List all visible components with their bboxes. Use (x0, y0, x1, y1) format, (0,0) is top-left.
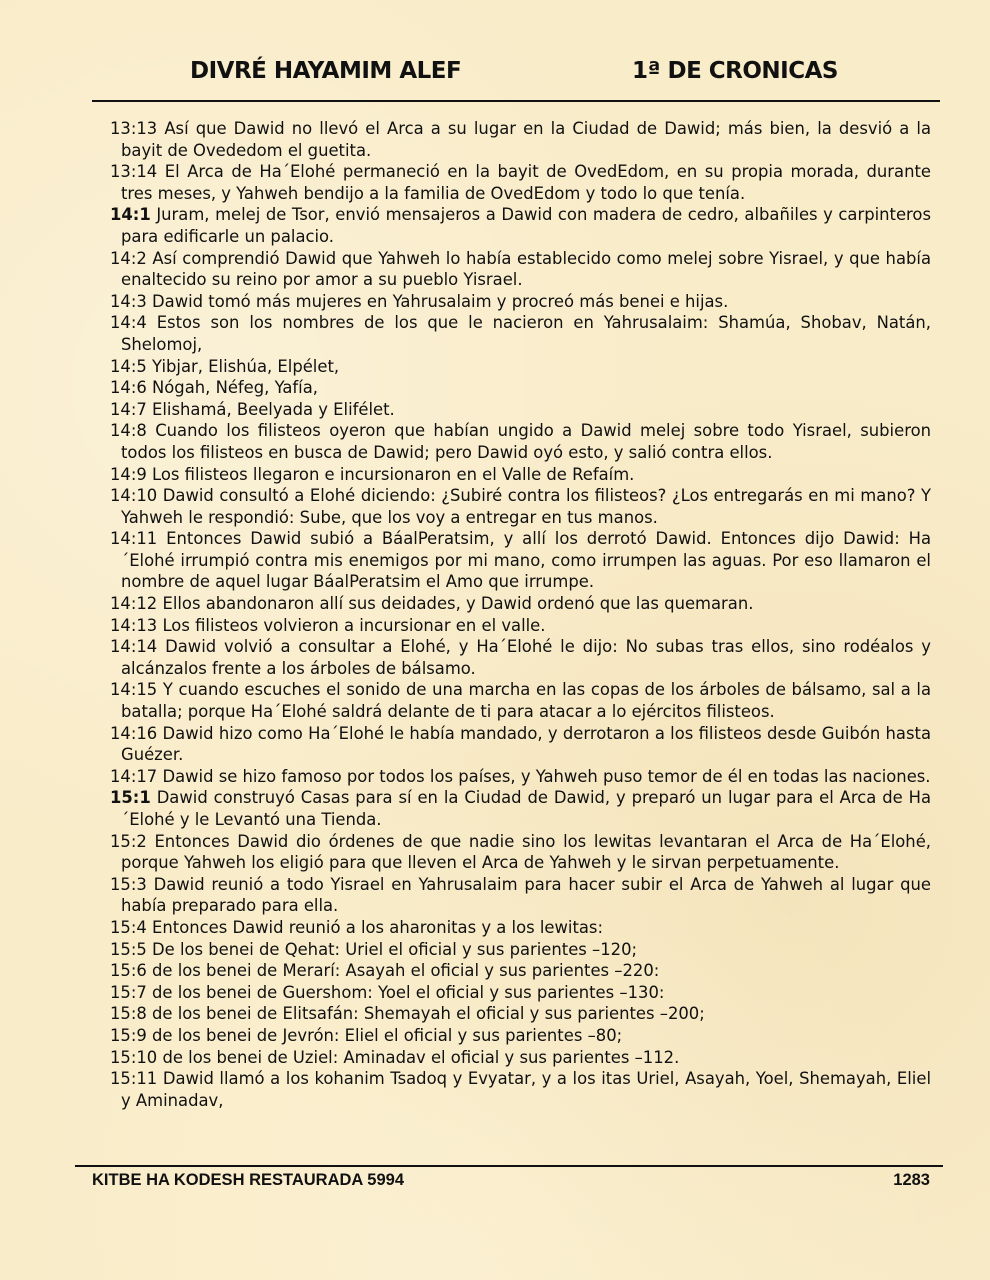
verse-text: Dawid volvió a consultar a Elohé, y Ha´Elohé le dijo: No subas tras ellos, sino rodéalos y alcánzalos frente a los árboles de bálsamo. (121, 637, 931, 678)
verse-text: Así comprendió Dawid que Yahweh lo había establecido como melej sobre Yisrael, y que había enaltecido su reino por amor a su pueblo Yisrael. (121, 248, 931, 290)
verse (110, 1025, 931, 1047)
verse (110, 874, 931, 917)
verse-text: Nógah, Néfeg, Yafía, (146, 378, 318, 398)
verse (110, 291, 931, 313)
verse-text: Y cuando escuches el sonido de una marcha en las copas de los árboles de bálsamo, sal a la batalla; porque Ha´Elohé saldrá delante de ti para atacar a lo ejércitos filisteos. (121, 680, 931, 722)
verse (110, 1003, 931, 1025)
verse-reference: 14:8 (110, 421, 147, 441)
verse-text: de los benei de Merarí: Asayah el oficial y sus parientes –220: (146, 961, 660, 981)
verse (110, 1047, 931, 1069)
verse-text: Yibjar, Elishúa, Elpélet, (146, 356, 340, 376)
verse (110, 464, 931, 486)
verse-text: Estos son los nombres de los que le nacieron en Yahrusalaim: Shamúa, Shobav, Natán, Shelomoj, (121, 313, 931, 354)
verse-reference: 15:8 (110, 1004, 147, 1024)
verse-reference: 15:11 (110, 1069, 158, 1089)
header-rule (92, 100, 940, 102)
verse-reference: 15:9 (110, 1025, 147, 1045)
verse (110, 831, 931, 874)
verse-text: Entonces Dawid dio órdenes de que nadie sino los lewitas levantaran el Arca de Ha´Elohé, porque Yahweh los eligió para que lleven el Arca de Yahweh y le sirvan perpetuamente. (121, 831, 931, 873)
running-header-book-spanish: 1ª DE CRONICAS (632, 58, 838, 84)
verse-text: Los filisteos volvieron a incursionar en el valle. (157, 615, 546, 635)
verse-reference: 14:9 (110, 464, 147, 484)
verse-reference: 13:14 (110, 162, 158, 182)
verse (110, 1068, 931, 1111)
verse-text: De los benei de Qehat: Uriel el oficial y sus parientes –120; (146, 939, 638, 959)
verse-reference: 14:4 (110, 313, 147, 333)
verse (110, 161, 931, 204)
verse-text: Dawid tomó más mujeres en Yahrusalaim y procreó más benei e hijas. (146, 291, 729, 311)
verse-reference: 15:10 (110, 1047, 158, 1067)
verse-text: Dawid construyó Casas para sí en la Ciudad de Dawid, y preparó un lugar para el Arca de Ha´Elohé y le Levantó una Tienda. (121, 788, 931, 829)
verse-text: Juram, melej de Tsor, envió mensajeros a Dawid con madera de cedro, albañiles y carpinteros para edificarle un palacio. (121, 205, 931, 246)
verse-text: Dawid hizo como Ha´Elohé le había mandado, y derrotaron a los filisteos desde Guibón hasta Guézer. (121, 723, 931, 765)
verse-reference: 14:6 (110, 378, 147, 398)
verse-text: Dawid se hizo famoso por todos los países, y Yahweh puso temor de él en todas las naciones. (157, 766, 931, 786)
footer-edition-title: KITBE HA KODESH RESTAURADA 5994 (92, 1171, 405, 1189)
verse-reference: 14:7 (110, 399, 147, 419)
verse-reference: 15:2 (110, 831, 147, 851)
footer-rule (75, 1165, 943, 1167)
verse (110, 312, 931, 355)
verse-list (110, 118, 931, 1111)
verse (110, 528, 931, 593)
verse (110, 377, 931, 399)
verse (110, 766, 931, 788)
verse-reference: 14:16 (110, 723, 158, 743)
verse-text: Dawid consultó a Elohé diciendo: ¿Subiré contra los filisteos? ¿Los entregarás en mi mano? Y Yahweh le respondió: Sube, que los voy a entregar en tus manos. (121, 486, 931, 527)
verse (110, 723, 931, 766)
verse-reference: 15:4 (110, 917, 147, 937)
verse-text: de los benei de Guershom: Yoel el oficial y sus parientes –130: (146, 982, 665, 1002)
verse-text: de los benei de Jevrón: Eliel el oficial y sus parientes –80; (146, 1025, 623, 1045)
verse-text: Dawid reunió a todo Yisrael en Yahrusalaim para hacer subir el Arca de Yahweh al lugar que había preparado para ella. (121, 874, 931, 916)
verse (110, 248, 931, 291)
verse-reference: 14:3 (110, 291, 147, 311)
verse (110, 787, 931, 830)
verse-reference: 14:11 (110, 529, 158, 549)
verse-reference: 14:13 (110, 615, 158, 635)
verse-reference: 15:5 (110, 939, 147, 959)
verse (110, 939, 931, 961)
verse (110, 982, 931, 1004)
verse (110, 679, 931, 722)
verse (110, 399, 931, 421)
verse-reference: 13:13 (110, 119, 158, 138)
verse-reference: 14:1 (110, 205, 151, 225)
verse-text: El Arca de Ha´Elohé permaneció en la bayit de OvedEdom, en su propia morada, durante tres meses, y Yahweh bendijo a la familia de OvedEdom y todo lo que tenía. (121, 162, 931, 203)
verse-reference: 15:1 (110, 788, 151, 808)
verse-reference: 14:2 (110, 248, 147, 268)
verse-reference: 14:14 (110, 637, 158, 657)
verse-text: Los filisteos llegaron e incursionaron en el Valle de Refaím. (146, 464, 635, 484)
verse (110, 615, 931, 637)
verse (110, 917, 931, 939)
verse-reference: 14:5 (110, 356, 147, 376)
verse-text: de los benei de Uziel: Aminadav el oficial y sus parientes –112. (157, 1047, 680, 1067)
verse (110, 420, 931, 463)
verse-text: Ellos abandonaron allí sus deidades, y Dawid ordenó que las quemaran. (157, 594, 754, 614)
verse-text: Así que Dawid no llevó el Arca a su lugar en la Ciudad de Dawid; más bien, la desvió a la bayit de Ovededom el guetita. (121, 119, 931, 160)
verse-reference: 14:10 (110, 486, 158, 506)
verse-text: Entonces Dawid subió a BáalPeratsim, y allí los derrotó Dawid. Entonces dijo Dawid: Ha´Elohé irrumpió contra mis enemigos por mi mano, como irrumpen las aguas. Por eso llamaron el nombre de aquel lugar BáalPeratsim el Amo que irrumpe. (121, 529, 931, 592)
page-number: 1283 (893, 1171, 930, 1189)
verse (110, 118, 931, 161)
verse-reference: 15:6 (110, 961, 147, 981)
verse (110, 960, 931, 982)
verse (110, 485, 931, 528)
verse-reference: 14:17 (110, 766, 158, 786)
running-header-book-hebrew: DIVRÉ HAYAMIM ALEF (190, 58, 462, 84)
verse (110, 204, 931, 247)
verse-reference: 14:12 (110, 594, 158, 614)
verse-reference: 15:3 (110, 874, 147, 894)
verse-text: Elishamá, Beelyada y Elifélet. (146, 399, 395, 419)
verse-reference: 14:15 (110, 680, 158, 700)
verse-text: Dawid llamó a los kohanim Tsadoq y Evyatar, y a los itas Uriel, Asayah, Yoel, Shemayah, Eliel y Aminadav, (121, 1069, 931, 1110)
verse-reference: 15:7 (110, 982, 147, 1002)
verse-text: de los benei de Elitsafán: Shemayah el oficial y sus parientes –200; (146, 1004, 705, 1024)
verse (110, 593, 931, 615)
verse-text: Entonces Dawid reunió a los aharonitas y a los lewitas: (146, 917, 603, 937)
verse (110, 356, 931, 378)
verse (110, 636, 931, 679)
verse-text: Cuando los filisteos oyeron que habían ungido a Dawid melej sobre todo Yisrael, subieron todos los filisteos en busca de Dawid; pero Dawid oyó esto, y salió contra ellos. (121, 421, 931, 462)
